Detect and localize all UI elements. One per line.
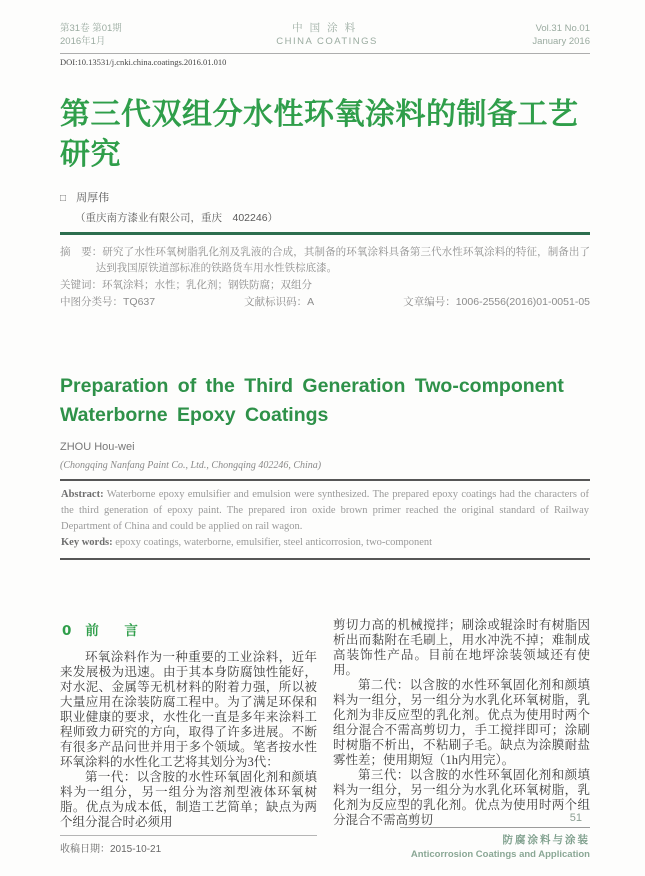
body-paragraph: 第三代：以含胺的水性环氧固化剂和颜填料为一组分，另一组分为水乳化环氧树脂，乳化剂为反应型的乳化剂。优点为使用时两个组分混合不需高剪切 xyxy=(333,768,590,827)
journal-header xyxy=(60,22,590,54)
issue-info-en xyxy=(532,22,590,48)
section-number: 0 xyxy=(62,623,72,639)
body-paragraph: 第二代：以含胺的水性环氧固化剂和颜填料为一组分，另一组分为水乳化环氧树脂，乳化剂为非反应型的乳化剂。优点为使用时两个组分混合不需高剪切力，手工搅拌即可；涂刷时树脂不析出，不粘刷子毛。缺点为涂膜耐盐雾性差；使用期短（1h内用完）。 xyxy=(333,678,590,767)
article-id xyxy=(403,294,590,310)
abstract-en-block xyxy=(60,479,590,560)
issue-date-en: January 2016 xyxy=(532,36,590,47)
article-title-cn: 第三代双组分水性环氧涂料的制备工艺研究 xyxy=(60,97,579,172)
received-date: 收稿日期：2015-10-21 xyxy=(60,844,162,855)
clc-number xyxy=(60,294,155,310)
keywords-cn-label: 关键词： xyxy=(60,279,102,291)
issue-date-cn: 2016年1月 xyxy=(60,36,106,47)
author-name-en: ZHOU Hou-wei xyxy=(60,441,135,453)
clc-label: 中图分类号： xyxy=(60,296,123,308)
classification-row xyxy=(60,294,590,310)
page-number: 51 xyxy=(569,812,582,824)
doi-line: DOI:10.13531/j.cnki.china.coatings.2016.01.010 xyxy=(60,57,227,67)
abstract-cn xyxy=(60,244,590,276)
body-paragraph: 剪切力高的机械搅拌；刷涂或辊涂时有树脂因析出而黏附在毛刷上，用水冲洗不掉；难制成高装饰性产品。目前在地坪涂装领域还有使用。 xyxy=(333,618,590,677)
journal-name xyxy=(276,22,378,48)
document-code xyxy=(244,294,314,310)
section-title: 前 言 xyxy=(85,623,144,639)
volume-issue-cn: 第31卷 第01期 xyxy=(60,23,122,34)
footer-journal-cn: 防腐涂料与涂装 xyxy=(502,834,590,846)
author-name-cn: 周厚伟 xyxy=(76,192,110,204)
journal-name-en: CHINA COATINGS xyxy=(276,36,378,47)
affiliation-en: (Chongqing Nanfang Paint Co., Ltd., Chongqing 402246, China) xyxy=(60,460,322,471)
body-paragraph: 第一代：以含胺的水性环氧固化剂和颜填料为一组分，另一组分为溶剂型液体环氧树脂。优点为成本低，制造工艺简单；缺点为两个组分混合时必须用 xyxy=(60,770,317,829)
body-paragraph: 环氧涂料作为一种重要的工业涂料，近年来发展极为迅速。由于其本身防腐蚀性能好，对水泥、金属等无机材料的附着力强，所以被大量应用在涂装防腐工程中。为了满足环保和职业健康的要求，水性化一直是多年来涂料工程师致力研究的方向，取得了许多进展。不断有很多产品问世并用于多个领域。笔者按水性环氧涂料的水性化工艺将其划分为3代： xyxy=(60,650,317,769)
article-id-value: 1006-2556(2016)01-0051-05 xyxy=(455,296,590,308)
abstract-cn-block xyxy=(60,244,590,310)
affiliation-cn: （重庆南方漆业有限公司，重庆 402246） xyxy=(75,212,279,224)
left-column xyxy=(60,618,317,855)
doc-code-value: A xyxy=(307,296,315,308)
clc-value: TQ637 xyxy=(123,296,156,308)
volume-issue-en: Vol.31 No.01 xyxy=(535,23,590,34)
abstract-en-label: Abstract: xyxy=(61,489,104,500)
received-date-note xyxy=(60,835,317,855)
issue-info-cn xyxy=(60,22,122,48)
abstract-cn-text: 研究了水性环氧树脂乳化剂及乳液的合成，其制备的环氧涂料具备第三代水性环氧涂料的特征，制备出了达到我国原铁道部标准的铁路货车用水性铁棕底漆。 xyxy=(95,246,591,274)
section-heading xyxy=(62,619,317,639)
doc-code-label: 文献标识码： xyxy=(244,296,308,308)
page-footer xyxy=(400,812,590,860)
author-line-cn xyxy=(60,189,590,205)
keywords-en-text: epoxy coatings, waterborne, emulsifier, steel anticorrosion, two-component xyxy=(112,537,433,548)
article-title-en: Preparation of the Third Generation Two-component Waterborne Epoxy Coatings xyxy=(60,375,564,426)
footer-rule xyxy=(400,827,590,828)
author-marker-icon: □ xyxy=(60,193,67,204)
page-content xyxy=(60,22,590,855)
keywords-en xyxy=(61,535,589,551)
footer-journal-en: Anticorrosion Coatings and Application xyxy=(410,849,590,860)
keywords-en-label: Key words: xyxy=(61,537,113,548)
keywords-cn-text: 环氧涂料；水性；乳化剂；钢铁防腐；双组分 xyxy=(102,279,312,291)
journal-name-cn: 中国涂料 xyxy=(292,22,363,34)
abstract-en xyxy=(61,487,589,535)
footnote-rule xyxy=(60,835,317,836)
title-divider-rule xyxy=(60,232,590,235)
abstract-en-text: Waterborne epoxy emulsifier and emulsion were synthesized. The prepared epoxy coatings had the characters of the third generation of epoxy paint. The prepared iron oxide brown primer reached the original standard of Railway Department of China and could be applied on rail wagon. xyxy=(61,489,589,532)
abstract-cn-label: 摘 要： xyxy=(60,246,103,258)
keywords-cn xyxy=(60,277,590,293)
article-id-label: 文章编号： xyxy=(403,296,456,308)
